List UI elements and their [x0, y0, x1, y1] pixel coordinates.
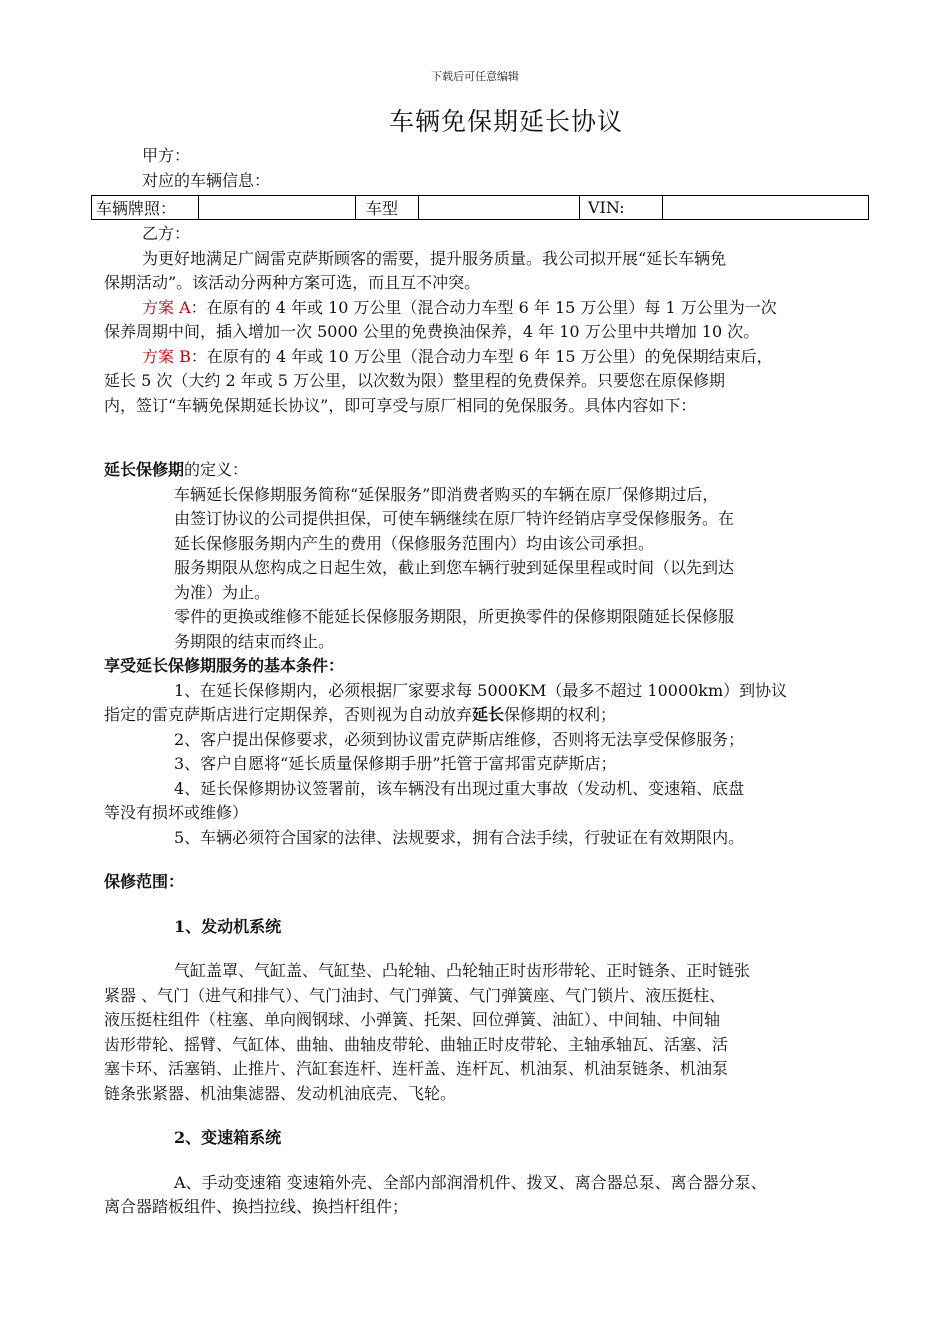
engine-parts-line: 紧器 、气门（进气和排气）、气门油封、气门弹簧、气门弹簧座、气门锁片、液压挺柱、: [104, 985, 726, 1005]
vin-value-cell[interactable]: [663, 196, 869, 220]
plan-a-text: ：在原有的 4 年或 10 万公里（混合动力车型 6 年 15 万公里）每 1 万公里为一次: [190, 297, 777, 317]
document-title: 车辆免保期延长协议: [388, 107, 623, 136]
definition-heading-rest: 的定义：: [184, 460, 249, 479]
plate-value-cell[interactable]: [199, 196, 356, 220]
conditions-heading: 享受延长保修期服务的基本条件：: [104, 656, 345, 675]
engine-parts-line: 液压挺柱组件（柱塞、单向阀钢球、小弹簧、托架、回位弹簧、油缸）、中间轴、中间轴: [104, 1010, 721, 1029]
condition-text: 保修期的权利；: [504, 705, 617, 724]
model-label-cell: 车型: [356, 196, 419, 220]
engine-system-title: [104, 915, 874, 940]
condition-item: 1、在延长保修期内，必须根据厂家要求每 5000KM（最多不超过 10000km）到协议: [174, 680, 788, 700]
gearbox-system-title-text: 2、变速箱系统: [174, 1128, 282, 1147]
intro-line: 保期活动”。该活动分两种方案可选，而且互不冲突。: [104, 273, 481, 292]
vehicle-info-table: [91, 195, 869, 220]
party-b-label: 乙方：: [142, 224, 191, 243]
scope-heading: 保修范围：: [104, 872, 185, 891]
engine-system-title-text: 1、发动机系统: [174, 916, 282, 936]
definition-line: 务期限的结束而终止。: [174, 631, 335, 651]
condition-item: 3、客户自愿将“延长质量保修期手册”托管于富邦雷克萨斯店；: [174, 754, 617, 773]
condition-text-bold: 延长: [472, 705, 505, 724]
condition-item: [104, 703, 874, 728]
condition-item: 5、车辆必须符合国家的法律、法规要求，拥有合法手续，行驶证在有效期限内。: [174, 827, 745, 847]
gearbox-system-title: [104, 1126, 874, 1151]
condition-item: 4、延长保修期协议签署前，该车辆没有出现过重大事故（发动机、变速箱、底盘: [174, 778, 745, 798]
plan-b-line: [104, 345, 874, 370]
condition-item: 2、客户提出保修要求，必须到协议雷克萨斯店维修，否则将无法享受保修服务；: [174, 729, 745, 749]
gearbox-parts-line: 离合器踏板组件、换挡拉线、换挡杆组件；: [104, 1197, 409, 1216]
gearbox-parts-line: A、手动变速箱 变速箱外壳、全部内部润滑机件、拨叉、离合器总泵、离合器分泵、: [174, 1172, 767, 1192]
plan-a-line: [104, 296, 874, 321]
engine-parts-line: 塞卡环、活塞销、止推片、汽缸套连杆、连杆盖、连杆瓦、机油泵、机油泵链条、机油泵: [104, 1059, 729, 1078]
engine-parts-line: 齿形带轮、摇臂、气缸体、曲轴、曲轴皮带轮、曲轴正时皮带轮、主轴承轴瓦、活塞、活: [104, 1034, 729, 1054]
plan-b-line: 延长 5 次（大约 2 年或 5 万公里，以次数为限）整里程的免费保养。只要您在原保修期: [104, 371, 726, 390]
definition-heading-bold: 延长保修期: [104, 460, 185, 479]
condition-item: 等没有损坏或维修）: [104, 803, 249, 822]
definition-heading: [104, 458, 874, 483]
model-value-cell[interactable]: [419, 196, 580, 220]
vin-label-cell: VIN:: [580, 196, 663, 220]
plan-b-label: 方案 B: [142, 346, 191, 366]
intro-line: 为更好地满足广阔雷克萨斯顾客的需要，提升服务质量。我公司拟开展“延长车辆免: [142, 248, 727, 268]
definition-line: 由签订协议的公司提供担保，可使车辆继续在原厂特许经销店享受保修服务。在: [174, 509, 735, 528]
plate-label-cell: 车辆牌照：: [92, 196, 199, 220]
engine-parts-line: 气缸盖罩、气缸盖、气缸垫、凸轮轴、凸轮轴正时齿形带轮、正时链条、正时链张: [174, 961, 751, 980]
engine-parts-line: 链条张紧器、机油集滤器、发动机油底壳、飞轮。: [104, 1083, 457, 1103]
condition-text: 指定的雷克萨斯店进行定期保养，否则视为自动放弃: [104, 705, 473, 724]
document-body: [96, 144, 874, 1220]
plan-b-line: 内，签订“车辆免保期延长协议”，即可享受与原厂相同的免保服务。具体内容如下：: [104, 395, 697, 415]
definition-line: 车辆延长保修期服务简称“延保服务”即消费者购买的车辆在原厂保修期过后，: [174, 484, 719, 504]
table-row: [92, 196, 869, 220]
party-a-label: 甲方：: [142, 146, 191, 165]
plan-a-label: 方案 A: [142, 297, 191, 317]
definition-line: 延长保修服务期内产生的费用（保修服务范围内）均由该公司承担。: [174, 533, 655, 553]
vehicle-info-label: 对应的车辆信息：: [142, 170, 271, 190]
plan-b-text: ：在原有的 4 年或 10 万公里（混合动力车型 6 年 15 万公里）的免保期结束后，: [190, 346, 773, 366]
definition-line: 服务期限从您构成之日起生效，截止到您车辆行驶到延保里程或时间（以先到达: [174, 558, 735, 577]
definition-line: 为准）为止。: [174, 582, 271, 602]
header-note: 下载后可任意编辑: [431, 70, 519, 83]
plan-a-line: 保养周期中间，插入增加一次 5000 公里的免费换油保养，4 年 10 万公里中共增加 10 次。: [104, 322, 760, 341]
definition-line: 零件的更换或维修不能延长保修服务期限，所更换零件的保修期限随延长保修服: [174, 607, 735, 626]
